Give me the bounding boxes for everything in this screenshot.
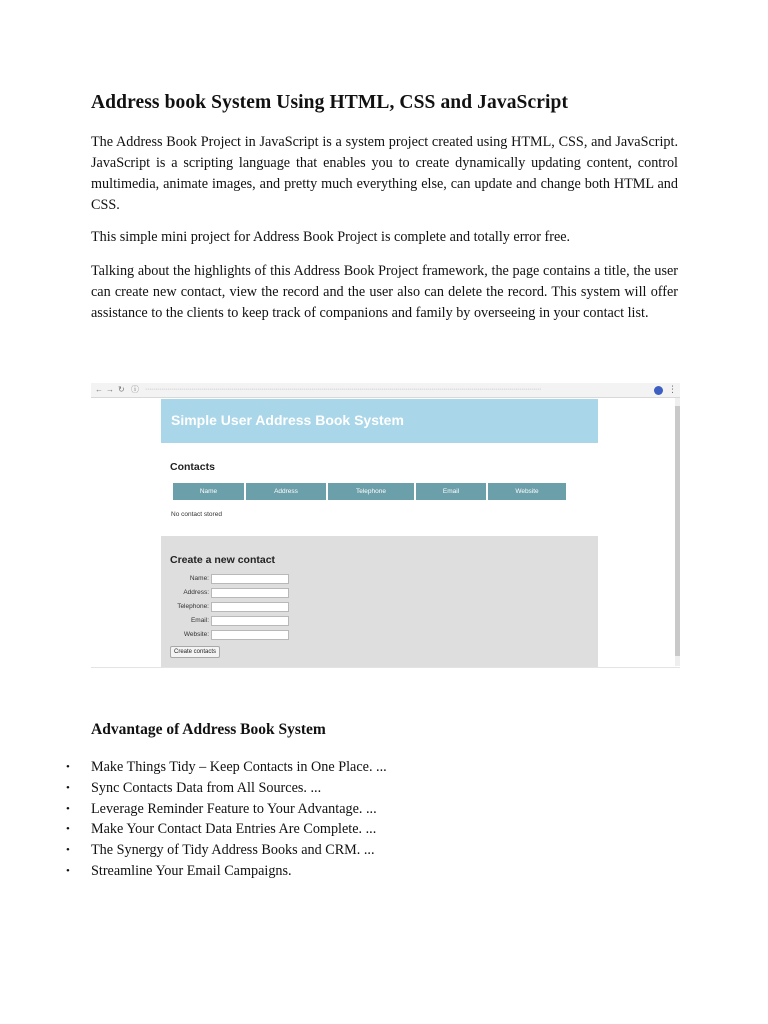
telephone-label: Telephone: bbox=[177, 603, 209, 610]
form-row-email bbox=[161, 616, 361, 627]
name-label: Name: bbox=[189, 575, 209, 582]
scroll-thumb bbox=[675, 406, 680, 656]
app-title: Simple User Address Book System bbox=[171, 412, 404, 428]
address-input bbox=[211, 588, 289, 598]
highlights-paragraph: Talking about the highlights of this Address Book Project framework, the page contains a title, the user can create new contact, view the record and the user also can delete the record. This system will offer assistance to the clients to keep track of companions and family by overseeing in your contact list. bbox=[91, 263, 678, 321]
list-item-text: Sync Contacts Data from All Sources. ... bbox=[91, 779, 322, 796]
lock-icon: ⓘ bbox=[131, 385, 139, 394]
list-item-text: Streamline Your Email Campaigns. bbox=[91, 862, 292, 879]
column-header-telephone: Telephone bbox=[328, 483, 414, 500]
empty-state-message: No contact stored bbox=[171, 511, 222, 518]
list-item bbox=[0, 840, 387, 861]
bullet-icon: • bbox=[66, 823, 70, 836]
back-arrow-icon: ← bbox=[95, 385, 103, 394]
list-item bbox=[0, 819, 387, 840]
create-contact-panel bbox=[161, 536, 598, 667]
bullet-icon: • bbox=[66, 864, 70, 877]
profile-avatar-icon bbox=[654, 386, 663, 395]
column-header-address: Address bbox=[246, 483, 326, 500]
scrollbar bbox=[675, 398, 680, 666]
address-label: Address: bbox=[183, 589, 209, 596]
list-item bbox=[0, 799, 387, 820]
list-item bbox=[0, 778, 387, 799]
intro-paragraph: The Address Book Project in JavaScript is a system project created using HTML, CSS, and JavaScript. JavaScript is a scripting language that enables you to create dynamically updating content, control multimedia, animate images, and pretty much everything else, can update and change both HTML and CSS. bbox=[91, 134, 678, 213]
telephone-input bbox=[211, 602, 289, 612]
screenshot-bottom-border bbox=[91, 667, 680, 668]
bullet-icon: • bbox=[66, 781, 70, 794]
app-screenshot bbox=[91, 383, 680, 671]
list-item bbox=[0, 757, 387, 778]
contacts-table bbox=[171, 483, 568, 500]
list-item-text: The Synergy of Tidy Address Books and CRM. ... bbox=[91, 842, 375, 859]
app-header bbox=[161, 399, 598, 443]
create-contact-heading: Create a new contact bbox=[170, 554, 276, 566]
list-item-text: Leverage Reminder Feature to Your Advantage. ... bbox=[91, 800, 377, 817]
reload-icon: ↻ bbox=[118, 385, 125, 394]
table-header-row bbox=[173, 483, 566, 500]
status-paragraph: This simple mini project for Address Book Project is complete and totally error free. bbox=[91, 229, 571, 245]
bullet-icon: • bbox=[66, 844, 70, 857]
create-contacts-button: Create contacts bbox=[170, 646, 220, 658]
contacts-heading: Contacts bbox=[170, 461, 215, 473]
column-header-email: Email bbox=[416, 483, 486, 500]
list-item-text: Make Things Tidy – Keep Contacts in One Place. ... bbox=[91, 759, 387, 775]
form-row-website bbox=[161, 630, 361, 641]
name-input bbox=[211, 574, 289, 584]
email-input bbox=[211, 616, 289, 626]
website-input bbox=[211, 630, 289, 640]
url-bar-blurred: ⋯⋯⋯⋯⋯⋯⋯⋯⋯⋯⋯⋯⋯⋯⋯⋯⋯⋯⋯⋯⋯⋯⋯⋯⋯⋯⋯⋯⋯⋯⋯⋯⋯⋯⋯⋯⋯⋯⋯⋯⋯⋯⋯⋯⋯⋯⋯⋯⋯⋯⋯⋯⋯⋯⋯⋯⋯⋯⋯⋯⋯⋯⋯⋯⋯⋯ bbox=[145, 387, 541, 393]
list-item-text: Make Your Contact Data Entries Are Complete. ... bbox=[91, 821, 377, 838]
form-row-address bbox=[161, 588, 361, 599]
browser-toolbar bbox=[91, 383, 680, 398]
advantages-list bbox=[0, 757, 387, 882]
column-header-website: Website bbox=[488, 483, 566, 500]
forward-arrow-icon: → bbox=[106, 385, 114, 394]
website-label: Website: bbox=[183, 631, 209, 638]
menu-dots-icon: ⋮ bbox=[668, 384, 677, 394]
advantages-heading: Advantage of Address Book System bbox=[91, 721, 326, 738]
column-header-name: Name bbox=[173, 483, 244, 500]
bullet-icon: • bbox=[66, 802, 70, 815]
form-row-name bbox=[161, 574, 361, 585]
page-title: Address book System Using HTML, CSS and JavaScript bbox=[91, 92, 569, 113]
list-item bbox=[0, 861, 387, 882]
form-row-telephone bbox=[161, 602, 361, 613]
email-label: Email: bbox=[190, 617, 209, 624]
bullet-icon: • bbox=[66, 761, 70, 773]
